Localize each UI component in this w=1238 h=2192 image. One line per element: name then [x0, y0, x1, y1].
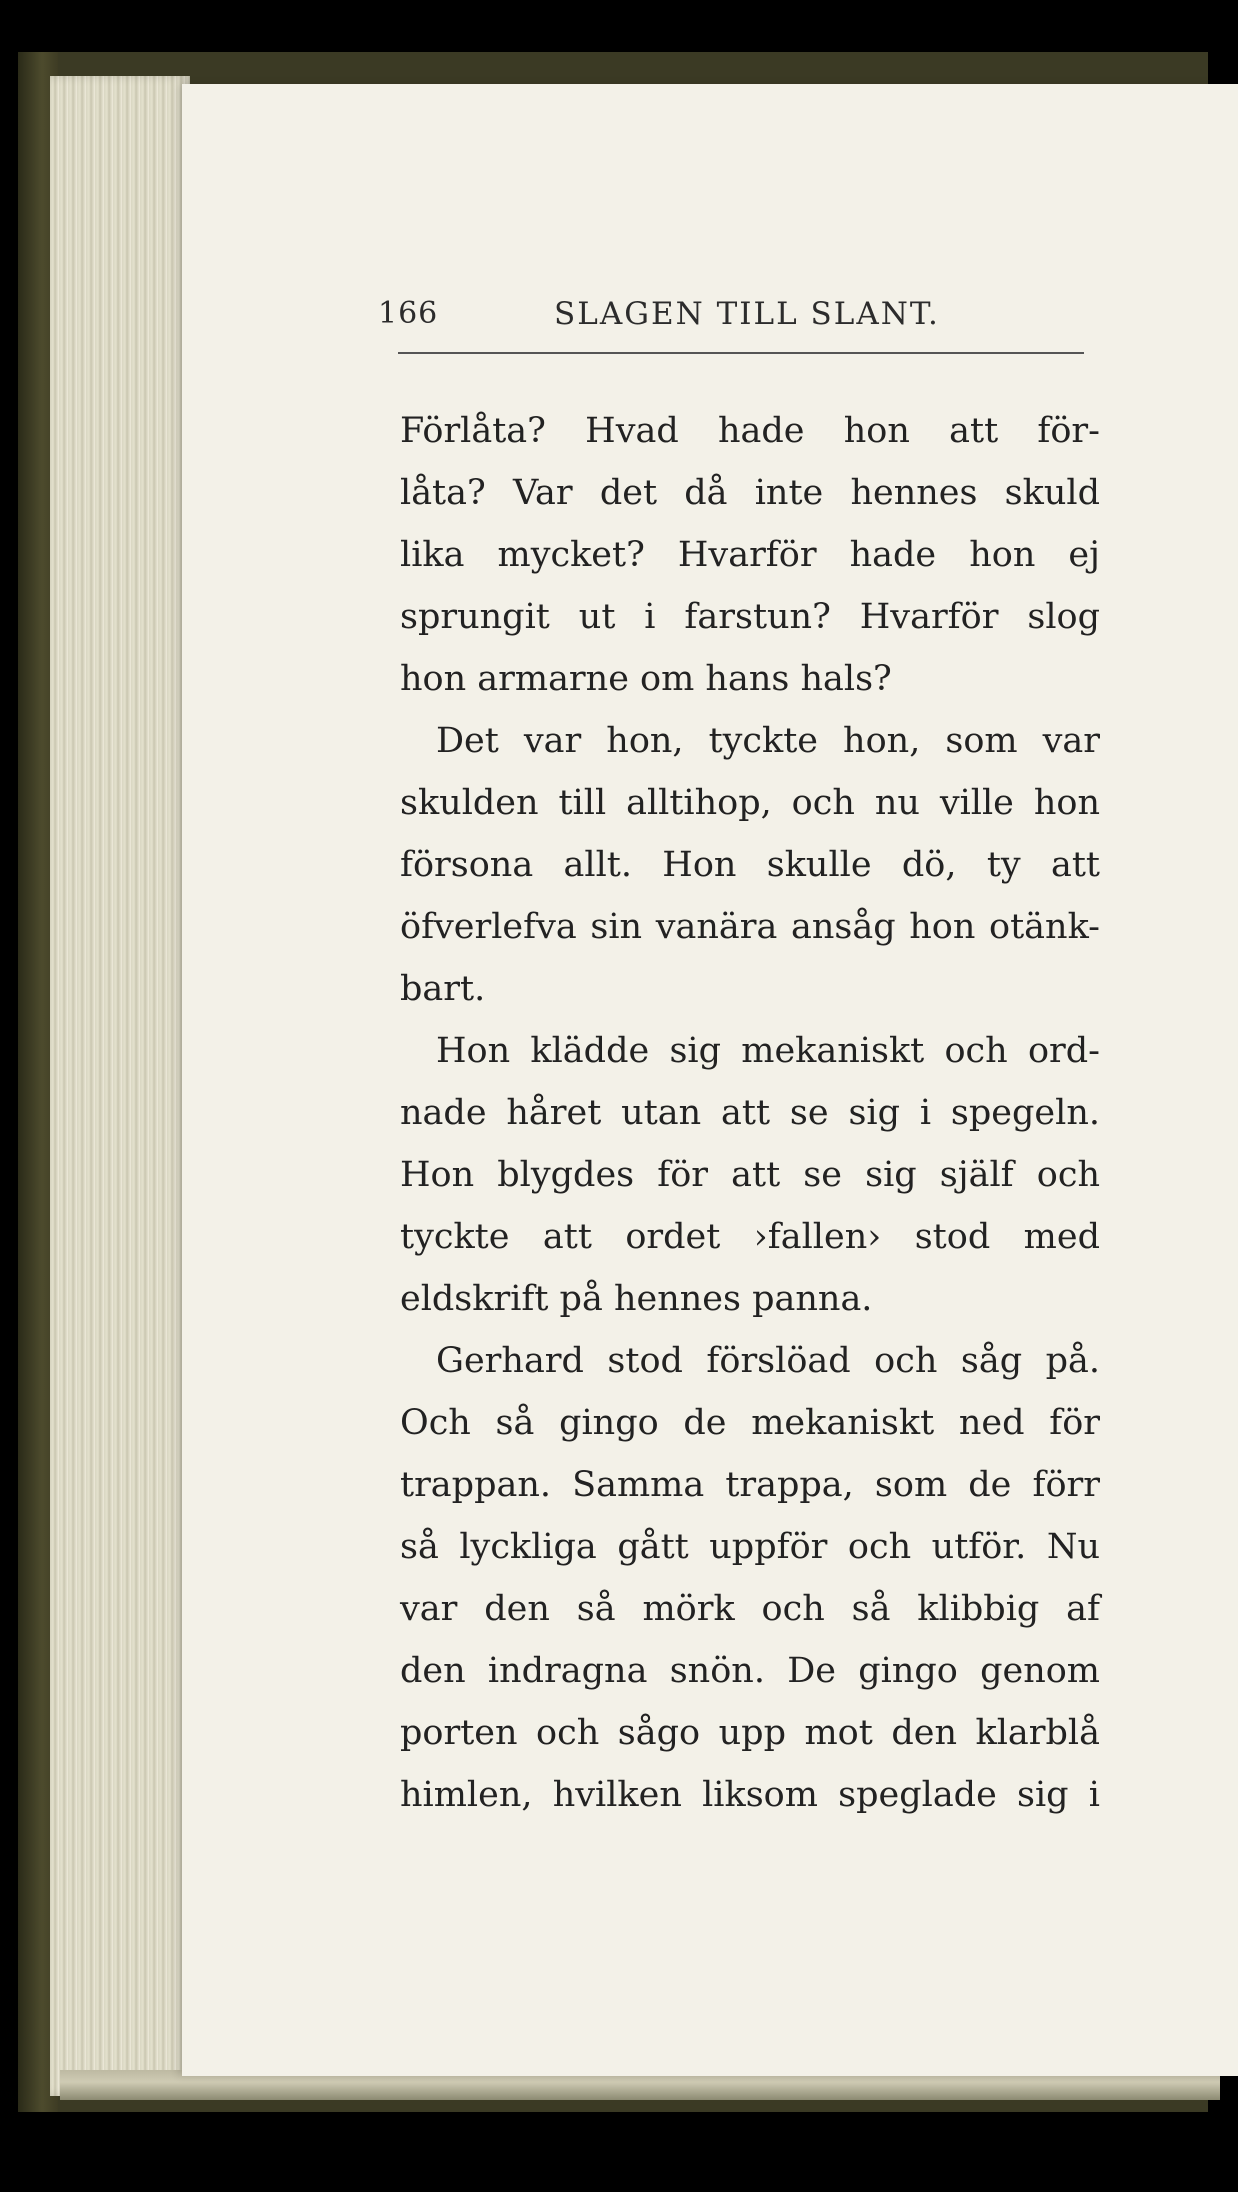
text-line: Hon klädde sig mekaniskt och ord- [436, 1031, 1100, 1071]
page-number: 166 [378, 296, 439, 331]
text-line: nade håret utan att se sig i spegeln. [400, 1093, 1100, 1133]
text-line: öfverlefva sin vanära ansåg hon otänk- [400, 907, 1100, 947]
text-line: Hon blygdes för att se sig själf och [400, 1155, 1100, 1195]
header-rule [398, 352, 1084, 354]
text-line: trappan. Samma trappa, som de förr [400, 1465, 1100, 1505]
text-line: bart. [400, 969, 486, 1009]
text-line: skulden till alltihop, och nu ville hon [400, 783, 1100, 823]
text-line: himlen, hvilken liksom speglade sig i [400, 1775, 1100, 1815]
text-line: var den så mörk och så klibbig af [400, 1589, 1100, 1629]
page-stack-edges [50, 76, 190, 2096]
text-line: så lyckliga gått uppför och utför. Nu [400, 1527, 1100, 1567]
text-line: Gerhard stod förslöad och såg på. [436, 1341, 1100, 1381]
text-line: Och så gingo de mekaniskt ned för [400, 1403, 1100, 1443]
text-line: den indragna snön. De gingo genom [400, 1651, 1100, 1691]
page-header [378, 296, 1088, 342]
text-line: porten och sågo upp mot den klarblå [400, 1713, 1100, 1753]
text-line: låta? Var det då inte hennes skuld [400, 473, 1100, 513]
text-line: Förlåta? Hvad hade hon att för- [400, 411, 1100, 451]
text-line: lika mycket? Hvarför hade hon ej [400, 535, 1100, 575]
text-line: hon armarne om hans hals? [400, 659, 892, 699]
text-line: försona allt. Hon skulle dö, ty att [400, 845, 1100, 885]
text-line: tyckte att ordet ›fallen› stod med [400, 1217, 1100, 1257]
text-line: Det var hon, tyckte hon, som var [436, 721, 1100, 761]
text-line: eldskrift på hennes panna. [400, 1279, 873, 1319]
running-title: SLAGEN TILL SLANT. [554, 296, 940, 332]
text-line: sprungit ut i farstun? Hvarför slog [400, 597, 1100, 637]
